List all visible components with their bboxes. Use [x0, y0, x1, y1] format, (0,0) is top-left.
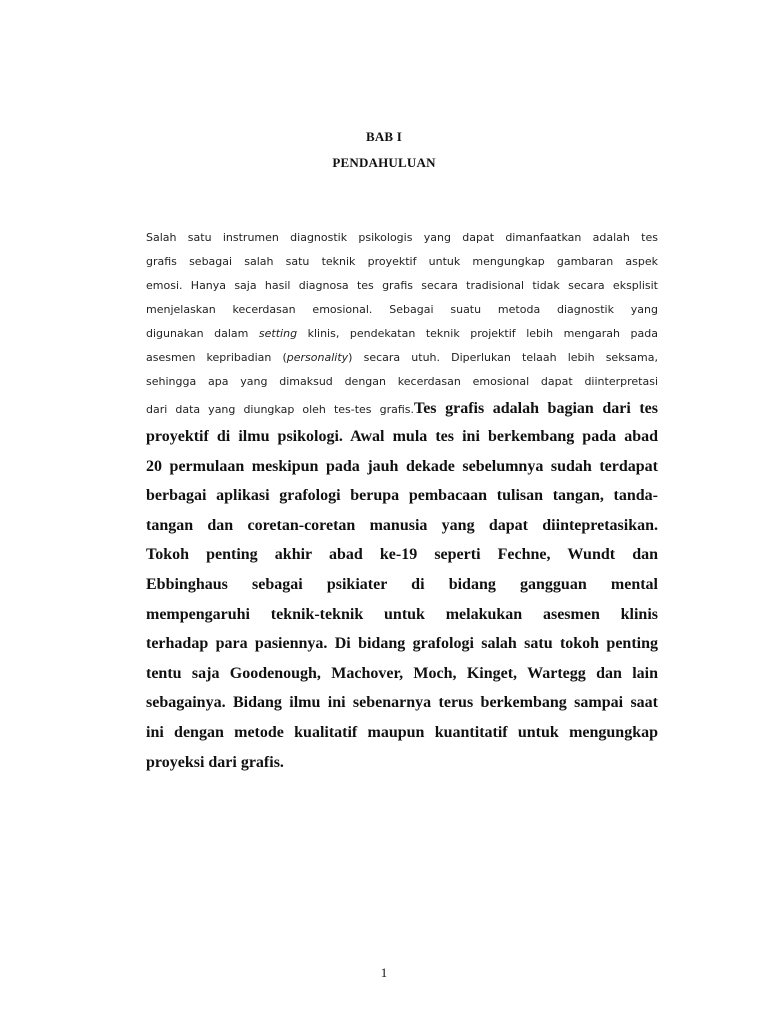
paragraph-line: Ebbinghaus sebagai psikiater di bidang gangguan mental: [146, 575, 658, 593]
paragraph-text: digunakan dalam: [146, 327, 259, 340]
paragraph-line: proyeksi dari grafis.: [146, 753, 284, 771]
paragraph-line: terhadap para pasiennya. Di bidang grafologi salah satu tokoh penting: [146, 635, 658, 653]
paragraph-line: berbagai aplikasi grafologi berupa pembacaan tulisan tangan, tanda-: [146, 487, 658, 505]
paragraph-line: menjelaskan kecerdasan emosional. Sebagai suatu metoda diagnostik yang: [146, 303, 658, 316]
paragraph-line: grafis sebagai salah satu teknik proyektif untuk mengungkap gambaran aspek: [146, 255, 658, 268]
paragraph-line: [146, 322, 658, 346]
paragraph-text: ) secara utuh. Diperlukan telaah lebih seksama,: [348, 351, 658, 364]
body-paragraph: [146, 226, 658, 777]
paragraph-line: sehingga apa yang dimaksud dengan kecerdasan emosional dapat diinterpretasi: [146, 375, 658, 388]
italic-term-setting: setting: [258, 327, 298, 340]
paragraph-line: [146, 394, 658, 422]
paragraph-text: asesmen kepribadian (: [146, 351, 287, 364]
paragraph-line: 20 permulaan meskipun pada jauh dekade sebelumnya sudah terdapat: [146, 457, 658, 475]
chapter-title: PENDAHULUAN: [332, 155, 436, 170]
paragraph-line: Tokoh penting akhir abad ke-19 seperti Fechne, Wundt dan: [146, 546, 658, 564]
italic-term-personality: personality: [286, 351, 349, 364]
paragraph-line: tentu saja Goodenough, Machover, Moch, Kinget, Wartegg dan lain: [146, 664, 658, 682]
paragraph-text-bold: Tes grafis adalah bagian dari tes: [414, 400, 659, 417]
paragraph-line: Salah satu instrumen diagnostik psikologis yang dapat dimanfaatkan adalah tes: [146, 231, 658, 244]
paragraph-line: sebagainya. Bidang ilmu ini sebenarnya terus berkembang sampai saat: [146, 694, 658, 712]
paragraph-line: proyektif di ilmu psikologi. Awal mula tes ini berkembang pada abad: [146, 428, 658, 445]
paragraph-text: dari data yang diungkap oleh tes-tes grafis.: [146, 403, 414, 416]
paragraph-line: [146, 346, 658, 370]
paragraph-line: emosi. Hanya saja hasil diagnosa tes grafis secara tradisional tidak secara eksplisit: [146, 279, 658, 292]
paragraph-line: mempengaruhi teknik-teknik untuk melakukan asesmen klinis: [146, 605, 658, 623]
chapter-number: BAB I: [365, 129, 403, 144]
page-number: 1: [380, 965, 388, 980]
paragraph-line: tangan dan coretan-coretan manusia yang dapat diintepretasikan.: [146, 516, 658, 534]
paragraph-line: ini dengan metode kualitatif maupun kuantitatif untuk mengungkap: [146, 723, 658, 741]
paragraph-text: klinis, pendekatan teknik projektif lebih mengarah pada: [297, 327, 658, 340]
